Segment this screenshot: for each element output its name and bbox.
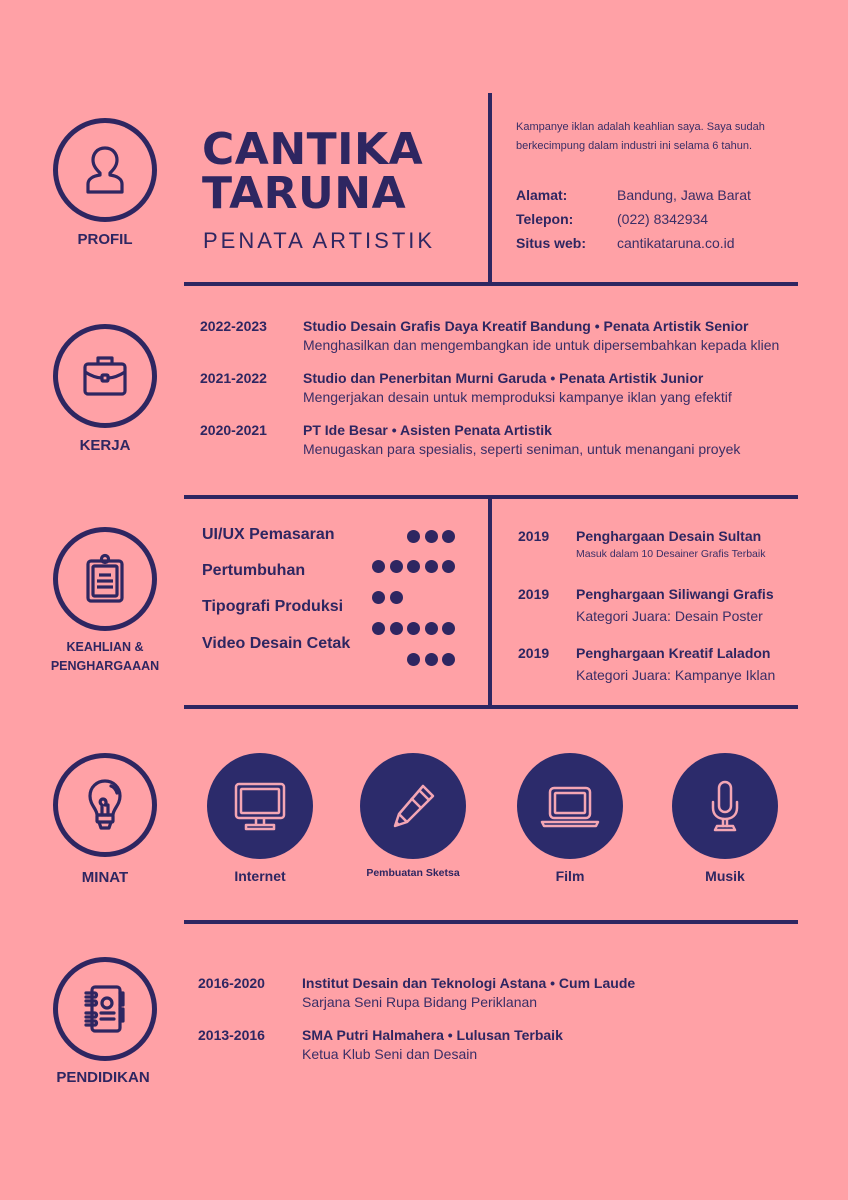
rating-dot xyxy=(442,530,455,543)
laptop-icon xyxy=(538,774,602,838)
award-year: 2019 xyxy=(518,645,550,661)
award-desc: Kategori Juara: Kampanye Iklan xyxy=(576,667,776,683)
skill-rating-dots xyxy=(372,591,403,604)
skill-rating-dots xyxy=(407,653,455,666)
rating-dot xyxy=(407,653,420,666)
contact-label: Telepon: xyxy=(516,211,574,227)
contact-value: (022) 8342934 xyxy=(617,211,709,227)
interest-music xyxy=(672,753,778,859)
rating-dot xyxy=(425,560,438,573)
interests-icon-badge xyxy=(53,753,157,857)
rating-dot xyxy=(425,622,438,635)
education-years: 2016-2020 xyxy=(198,975,265,991)
divider-skills xyxy=(184,705,798,709)
award-title: Penghargaan Desain Sultan xyxy=(576,528,762,544)
section-label-skills xyxy=(35,638,175,676)
rating-dot xyxy=(407,622,420,635)
education-title: SMA Putri Halmahera • Lulusan Terbaik xyxy=(302,1027,563,1043)
education-desc: Sarjana Seni Rupa Bidang Periklanan xyxy=(302,994,538,1010)
rating-dot xyxy=(425,530,438,543)
skills-icon-badge xyxy=(53,527,157,631)
last-name: TARUNA xyxy=(202,168,407,219)
rating-dot xyxy=(390,591,403,604)
section-label-line: KEAHLIAN & xyxy=(66,640,144,654)
section-label-education: PENDIDIKAN xyxy=(56,1069,150,1086)
award-year: 2019 xyxy=(518,586,550,602)
skill-rating-dots xyxy=(372,622,455,635)
rating-dot xyxy=(407,560,420,573)
work-icon-badge xyxy=(53,324,157,428)
interest-film xyxy=(517,753,623,859)
contact-phone xyxy=(516,211,708,227)
skill-item: Video Desain Cetak xyxy=(202,635,351,652)
rating-dot xyxy=(390,622,403,635)
section-label-interests: MINAT xyxy=(81,869,129,886)
work-title: Studio dan Penerbitan Murni Garuda • Penata Artistik Junior xyxy=(303,370,704,386)
profile-icon-badge xyxy=(53,118,157,222)
role-title: PENATA ARTISTIK xyxy=(203,228,436,253)
interest-internet xyxy=(207,753,313,859)
work-years: 2022-2023 xyxy=(200,318,267,334)
skill-rating-dots xyxy=(407,530,455,543)
rating-dot xyxy=(442,622,455,635)
pencil-icon xyxy=(381,774,445,838)
rating-dot xyxy=(372,560,385,573)
section-label-work: KERJA xyxy=(79,437,131,454)
divider-profile xyxy=(184,282,798,286)
interest-sketching xyxy=(360,753,466,859)
work-desc: Menghasilkan dan mengembangkan ide untuk dipersembahkan kepada klien xyxy=(303,337,780,353)
rating-dot xyxy=(390,560,403,573)
contact-address xyxy=(516,187,751,203)
skill-item: UI/UX Pemasaran xyxy=(202,526,335,543)
rating-dot xyxy=(442,560,455,573)
rating-dot xyxy=(372,622,385,635)
first-name: CANTIKA xyxy=(202,124,424,175)
divider-interests xyxy=(184,920,798,924)
rating-dot xyxy=(372,591,385,604)
microphone-icon xyxy=(693,774,757,838)
education-years: 2013-2016 xyxy=(198,1027,265,1043)
skill-item: Pertumbuhan xyxy=(202,562,306,579)
contact-label: Situs web: xyxy=(516,235,587,251)
work-title: PT Ide Besar • Asisten Penata Artistik xyxy=(303,422,552,438)
section-label-line: PENGHARGAAAN xyxy=(50,659,160,673)
education-icon-badge xyxy=(53,957,157,1061)
clipboard-icon xyxy=(75,549,135,609)
work-desc: Menugaskan para spesialis, seperti seniman, untuk menangani proyek xyxy=(303,441,741,457)
award-year: 2019 xyxy=(518,528,550,544)
award-title: Penghargaan Siliwangi Grafis xyxy=(576,586,774,602)
skill-item: Tipografi Produksi xyxy=(202,598,344,615)
work-desc: Mengerjakan desain untuk memproduksi kampanye iklan yang efektif xyxy=(303,389,732,405)
intro-text: Kampanye iklan adalah keahlian saya. Saya sudah berkecimpung dalam industri ini selama 6 tahun. xyxy=(516,121,765,152)
education-desc: Ketua Klub Seni dan Desain xyxy=(302,1046,478,1062)
briefcase-icon xyxy=(75,346,135,406)
notebook-icon xyxy=(75,979,135,1039)
contact-value[interactable]: cantikataruna.co.id xyxy=(617,235,735,251)
work-title: Studio Desain Grafis Daya Kreatif Bandung • Penata Artistik Senior xyxy=(303,318,749,334)
rating-dot xyxy=(407,530,420,543)
award-title: Penghargaan Kreatif Laladon xyxy=(576,645,771,661)
work-years: 2020-2021 xyxy=(200,422,267,438)
contact-value: Bandung, Jawa Barat xyxy=(617,187,751,203)
rating-dot xyxy=(425,653,438,666)
skill-rating-dots xyxy=(372,560,455,573)
lightbulb-icon xyxy=(75,775,135,835)
name-heading xyxy=(202,124,424,219)
award-desc: Masuk dalam 10 Desainer Grafis Terbaik xyxy=(576,548,766,560)
contact-website xyxy=(516,235,735,251)
rating-dot xyxy=(442,653,455,666)
monitor-icon xyxy=(228,774,292,838)
interest-label: Film xyxy=(555,868,585,884)
interest-label: Musik xyxy=(705,868,745,884)
header-vertical-divider xyxy=(488,93,492,286)
contact-label: Alamat: xyxy=(516,187,568,203)
award-desc: Kategori Juara: Desain Poster xyxy=(576,608,763,624)
work-years: 2021-2022 xyxy=(200,370,267,386)
person-icon xyxy=(75,140,135,200)
education-title: Institut Desain dan Teknologi Astana • Cum Laude xyxy=(302,975,636,991)
interest-label: Internet xyxy=(234,868,286,884)
section-label-profile: PROFIL xyxy=(77,231,133,248)
interest-label: Pembuatan Sketsa xyxy=(366,867,460,879)
skills-vertical-divider xyxy=(488,495,492,709)
